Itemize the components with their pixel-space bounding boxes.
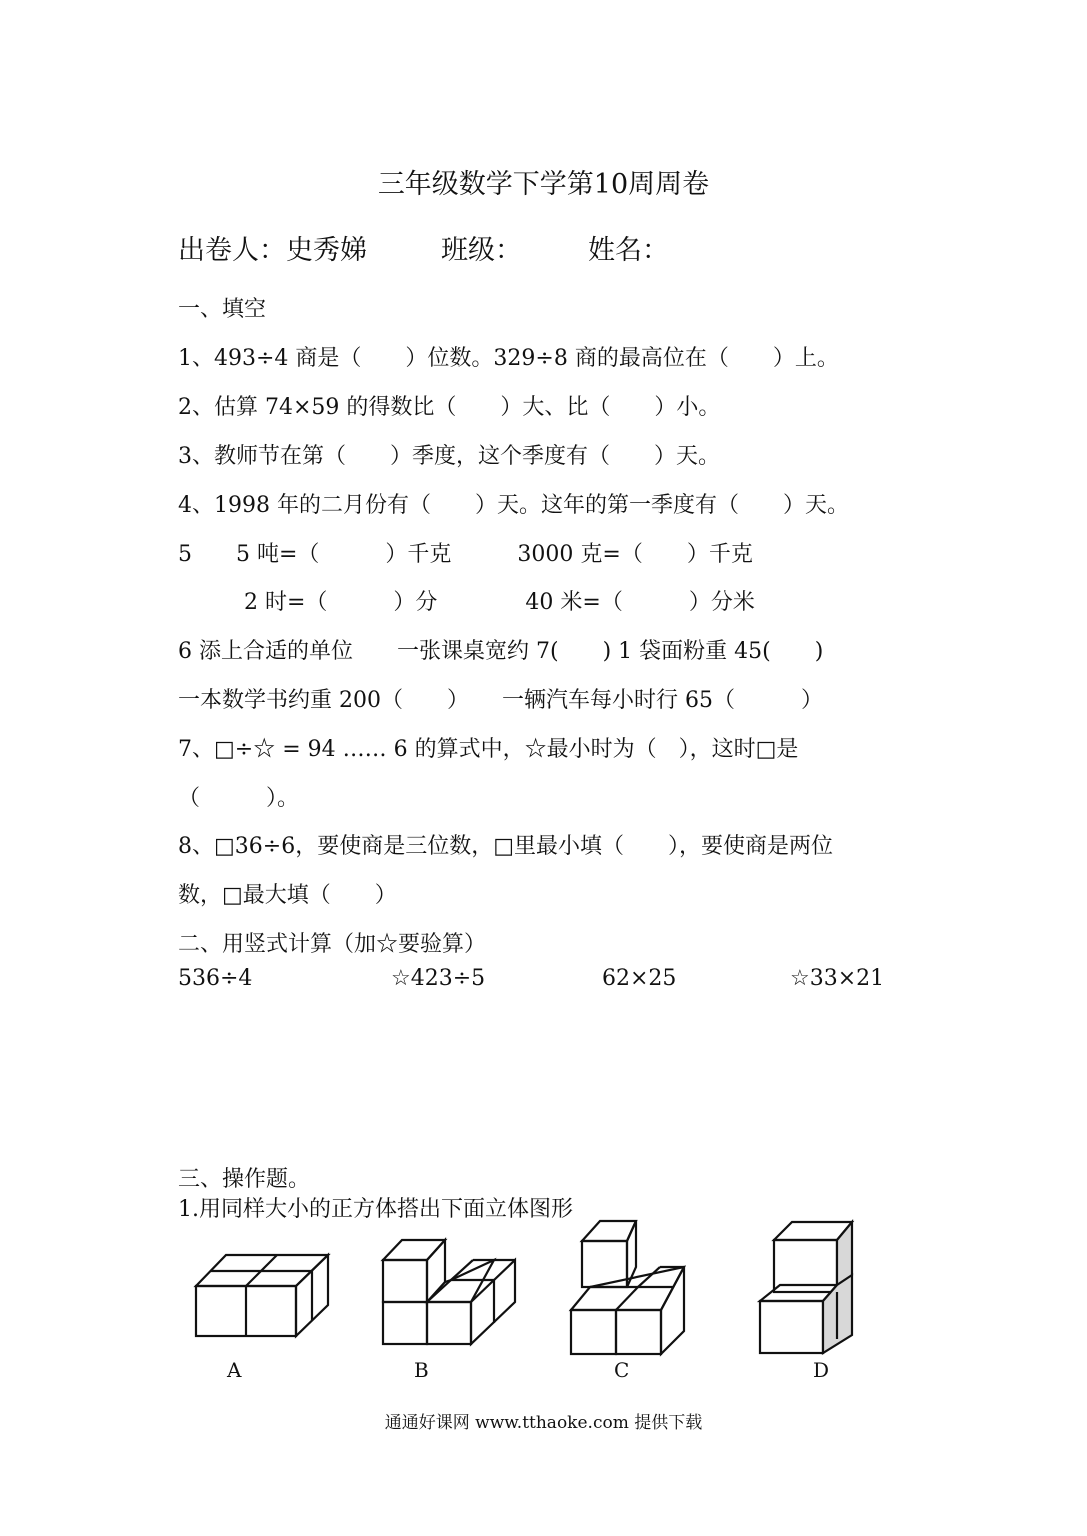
operation-question: 1.用同样大小的正方体搭出下面立体图形	[178, 1197, 573, 1222]
question-line: 一本数学书约重 200（ ） 一辆汽车每小时行 65（ ）	[178, 688, 823, 713]
cube-figures	[180, 1215, 880, 1365]
question-line: 4、1998 年的二月份有（ ）天。这年的第一季度有（ ）天。	[178, 493, 849, 518]
question-line: 数，□最大填（ ）	[178, 883, 397, 908]
calc-item: ☆33×21	[790, 966, 885, 991]
footer-credit: 通通好课网 www.tthaoke.com 提供下载	[384, 1413, 703, 1433]
question-line: 5 5 吨=（ ）千克 3000 克=（ ）千克	[178, 542, 753, 567]
question-line: 2 时=（ ）分 40 米=（ ）分米	[178, 590, 755, 615]
question-line: 6 添上合适的单位 一张课桌宽约 7( ) 1 袋面粉重 45( )	[178, 639, 824, 664]
cube-figure-b	[383, 1240, 515, 1344]
calc-item: ☆423÷5	[391, 966, 486, 991]
page-title: 三年级数学下学第10周周卷	[377, 169, 710, 200]
cube-figure-d	[760, 1222, 852, 1353]
name-label: 姓名：	[588, 235, 669, 266]
question-line: 8、□36÷6，要使商是三位数，□里最小填（ ），要使商是两位	[178, 834, 833, 859]
figure-label-d: D	[813, 1358, 830, 1382]
calc-item: 536÷4	[178, 966, 253, 991]
question-line: 3、教师节在第（ ）季度，这个季度有（ ）天。	[178, 444, 720, 469]
figure-label-c: C	[614, 1358, 630, 1382]
section1-heading: 一、填空	[178, 297, 267, 322]
cube-figure-c	[571, 1221, 684, 1354]
question-line: 7、□÷☆ = 94 …… 6 的算式中，☆最小时为（ ），这时□是	[178, 737, 799, 762]
figure-label-a: A	[227, 1358, 242, 1382]
cube-figure-a	[196, 1255, 328, 1336]
section3-heading: 三、操作题。	[178, 1167, 311, 1192]
question-line: （ ）。	[178, 786, 300, 811]
question-line: 1、493÷4 商是（ ）位数。329÷8 商的最高位在（ ）上。	[178, 346, 839, 371]
calc-item: 62×25	[602, 966, 677, 991]
question-line: 2、估算 74×59 的得数比（ ）大、比（ ）小。	[178, 395, 721, 420]
figure-label-b: B	[414, 1358, 429, 1382]
author-label: 出卷人：史秀娣	[178, 235, 367, 266]
class-label: 班级：	[441, 235, 522, 266]
section2-heading: 二、用竖式计算（加☆要验算）	[178, 932, 487, 957]
